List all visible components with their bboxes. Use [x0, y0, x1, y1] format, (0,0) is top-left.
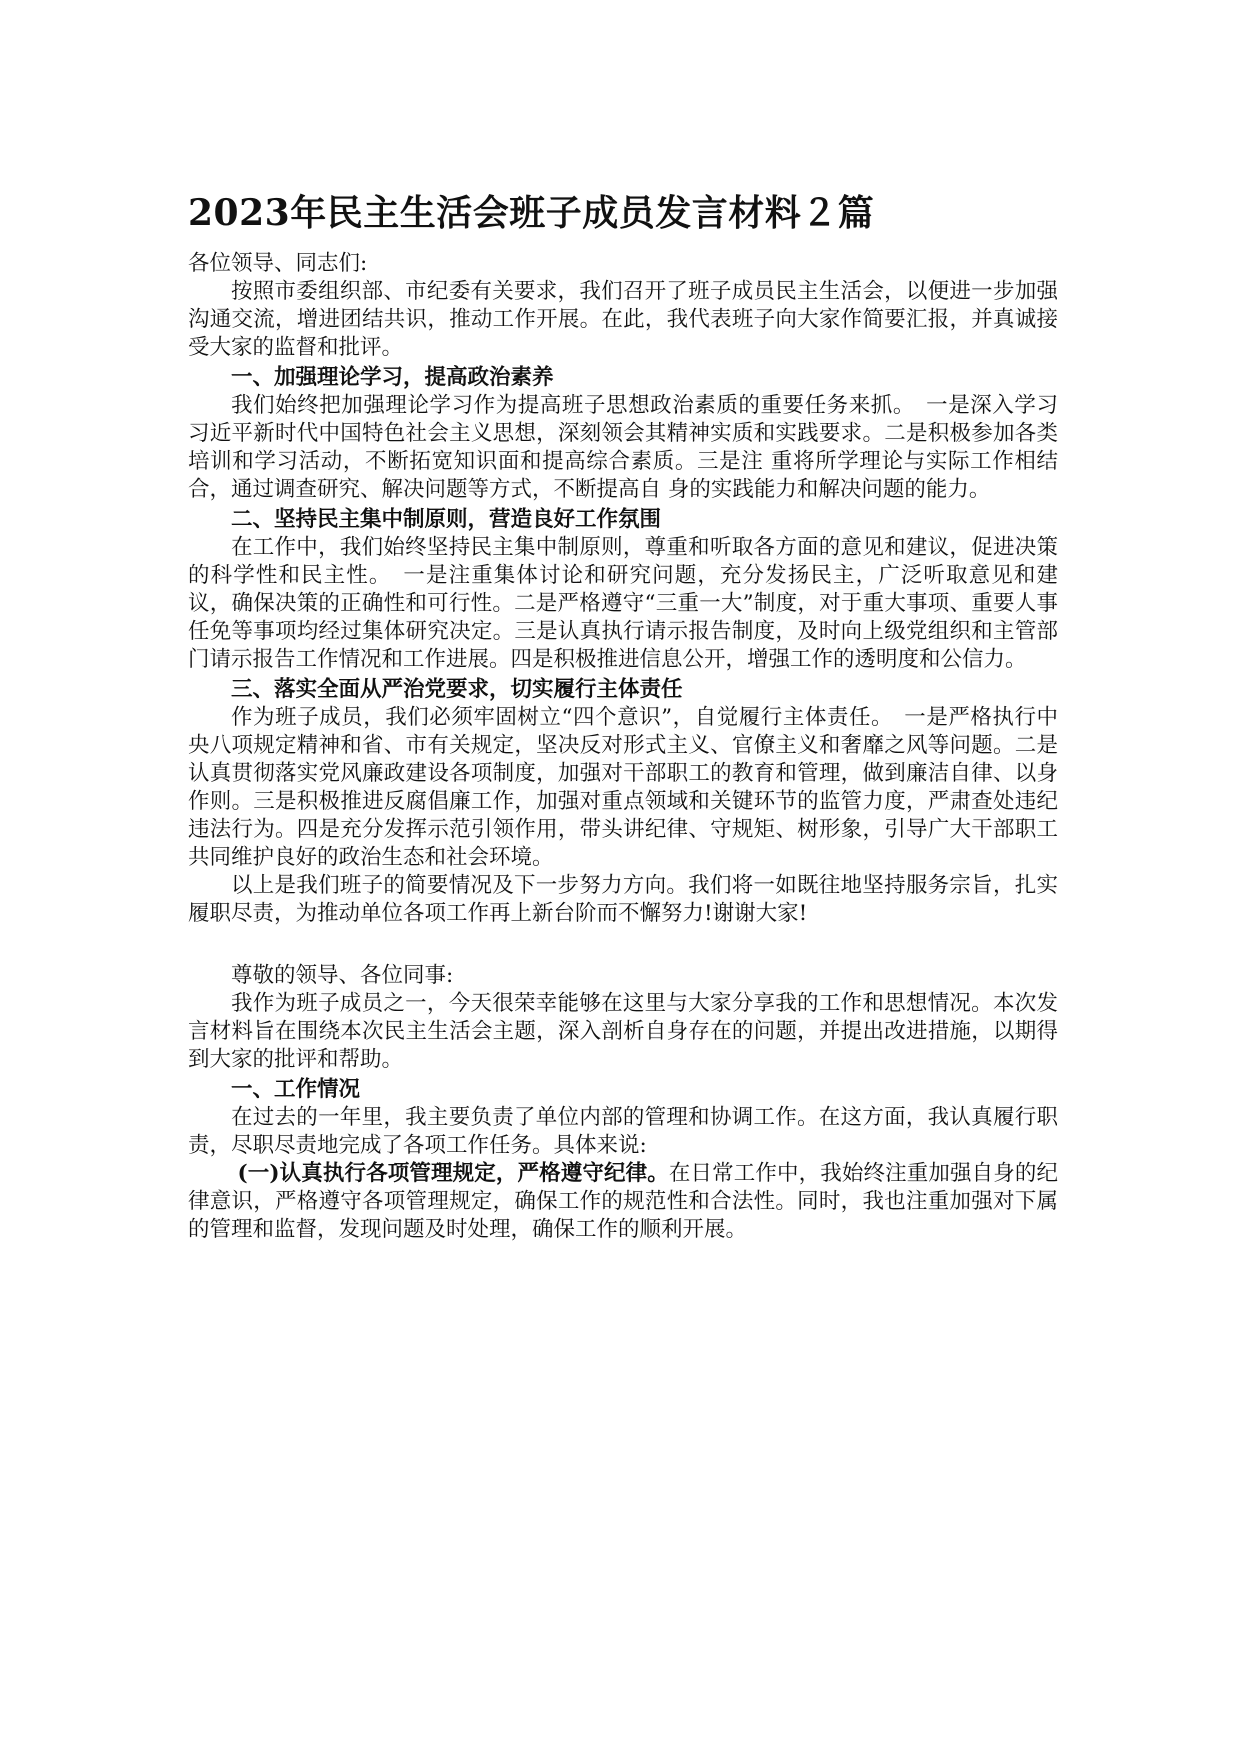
subsection-paragraph-1 [188, 1160, 1058, 1244]
section-paragraph-2: 在工作中，我们始终坚持民主集中制原则，尊重和听取各方面的意见和建议，促进决策的科学性和民主性。 一是注重集体讨论和研究问题，充分发扬民主，广泛听取意见和建议，确保决策的正确性和可行性。二是严格遵守“三重一大”制度，对于重大事项、重要人事任免等事项均经过集体研究决定。三是认真执行请示报告制度，及时向上级党组织和主管部门请示报告工作情况和工作进展。四是积极推进信息公开，增强工作的透明度和公信力。 [188, 535, 1058, 672]
section-paragraph-4: 在过去的一年里，我主要负责了单位内部的管理和协调工作。在这方面，我认真履行职责，尽职尽责地完成了各项工作任务。具体来说: [188, 1105, 1058, 1158]
salutation-2: 尊敬的领导、各位同事: [231, 963, 454, 988]
section-paragraph-1: 我们始终把加强理论学习作为提高班子思想政治素质的重要任务来抓。 一是深入学习习近平新时代中国特色社会主义思想，深刻领会其精神实质和实践要求。二是积极参加各类培训和学习活动，不断拓宽知识面和提高综合素质。三是注 重将所学理论与实际工作相结合，通过调查研究、解决问题等方式，不断提高自 身的实践能力和解决问题的能力。 [188, 393, 1058, 502]
salutation-1: 各位领导、同志们: [188, 251, 368, 276]
section-heading-3: 三、落实全面从严治党要求，切实履行主体责任 [231, 677, 683, 702]
document-title: 2023年民主生活会班子成员发言材料２篇 [188, 192, 875, 234]
subsection-text-1: 在日常工作中，我始终注重加强自身的纪律意识，严格遵守各项管理规定，确保工作的规范性和合法性。同时，我也注重加强对下属的管理和监督，发现问题及时处理，确保工作的顺利开展。 [188, 1161, 1058, 1242]
closing-paragraph-1: 以上是我们班子的简要情况及下一步努力方向。我们将一如既往地坚持服务宗旨，扎实履职尽责，为推动单位各项工作再上新台阶而不懈努力!谢谢大家! [188, 873, 1058, 926]
intro-paragraph-2: 我作为班子成员之一，今天很荣幸能够在这里与大家分享我的工作和思想情况。本次发言材料旨在围绕本次民主生活会主题，深入剖析自身存在的问题，并提出改进措施，以期得到大家的批评和帮助。 [188, 991, 1058, 1072]
section-spacer [188, 928, 1058, 962]
subsection-heading-1: (一)认真执行各项管理规定，严格遵守纪律。 [237, 1161, 669, 1186]
intro-paragraph-1: 按照市委组织部、市纪委有关要求，我们召开了班子成员民主生活会，以便进一步加强沟通交流，增进团结共识，推动工作开展。在此，我代表班子向大家作简要汇报，并真诚接受大家的监督和批评。 [188, 279, 1058, 360]
document-page [188, 190, 1058, 1244]
section-heading-1: 一、加强理论学习，提高政治素养 [231, 365, 554, 390]
section-heading-4: 一、工作情况 [231, 1077, 361, 1102]
section-heading-2: 二、坚持民主集中制原则，营造良好工作氛围 [231, 507, 662, 532]
section-paragraph-3: 作为班子成员，我们必须牢固树立“四个意识”，自觉履行主体责任。 一是严格执行中央八项规定精神和省、市有关规定，坚决反对形式主义、官僚主义和奢靡之风等问题。二是认真贯彻落实党风廉政建设各项制度，加强对干部职工的教育和管理，做到廉洁自律、以身作则。三是积极推进反腐倡廉工作，加强对重点领域和关键环节的监管力度，严肃查处违纪违法行为。四是充分发挥示范引领作用，带头讲纪律、守规矩、树形象，引导广大干部职工共同维护良好的政治生态和社会环境。 [188, 705, 1058, 870]
